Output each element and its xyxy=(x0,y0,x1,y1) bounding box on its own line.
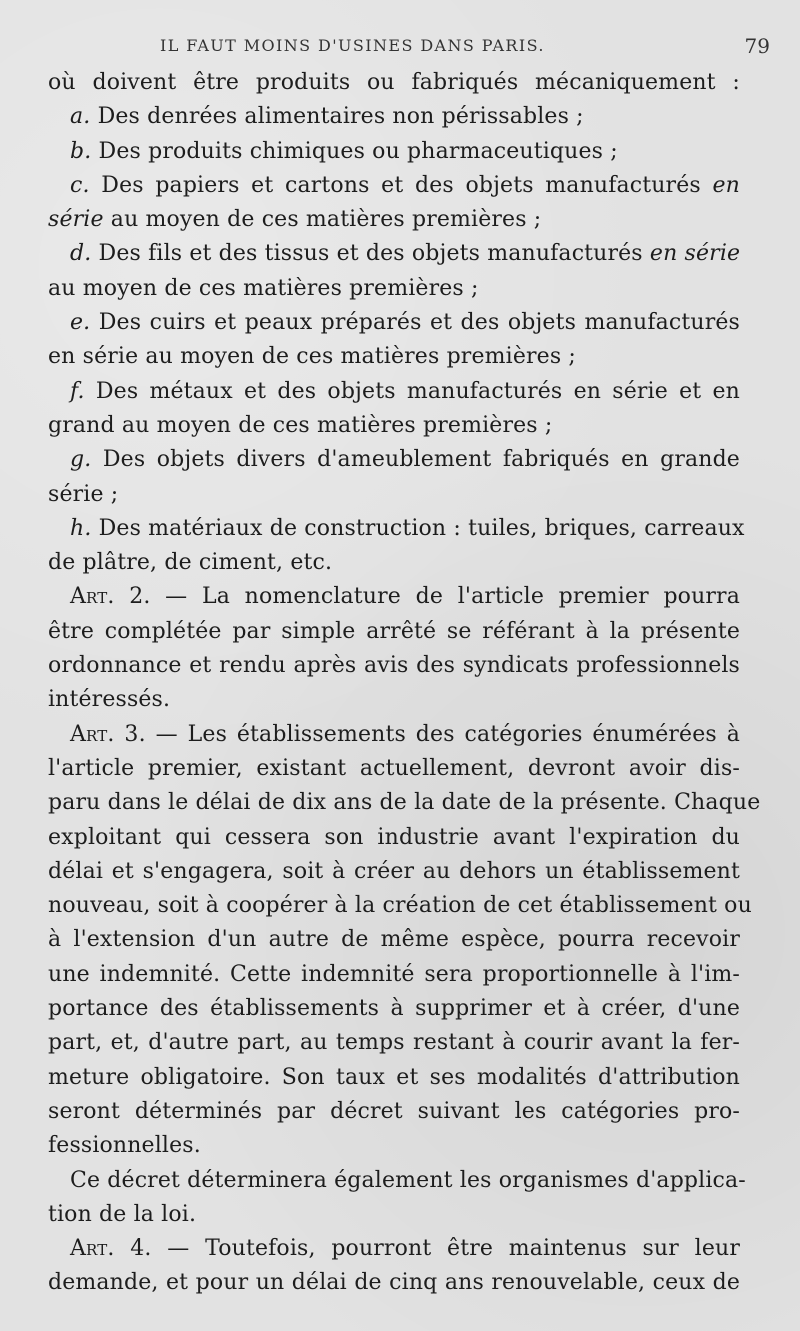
list-label: a. xyxy=(70,104,91,130)
list-item-f xyxy=(48,375,740,409)
text-line: série ; xyxy=(48,481,119,507)
list-text: Des produits chimiques ou pharmaceutiques ; xyxy=(98,138,618,164)
list-item-b xyxy=(48,135,740,169)
list-text: Des cuirs et peaux préparés et des objets manufacturés xyxy=(98,310,740,336)
text-line: exploitant qui cessera son industrie avant l'expiration du xyxy=(48,824,740,850)
text-line: nouveau, soit à coopérer à la création de cet établissement ou xyxy=(48,893,752,919)
text-line: en série au moyen de ces matières premières ; xyxy=(48,344,576,370)
article-3-heading xyxy=(48,718,740,752)
text-line: demande, et pour un délai de cinq ans renouvelable, ceux de xyxy=(48,1270,740,1296)
list-item-a xyxy=(48,100,740,134)
list-item-e xyxy=(48,306,740,340)
text-line: part, et, d'autre part, au temps restant à courir avant la fer- xyxy=(48,1030,740,1056)
text-line: être complétée par simple arrêté se référant à la présente xyxy=(48,618,740,644)
article-2-heading xyxy=(48,580,740,614)
text-line: intéressés. xyxy=(48,687,171,713)
text-line: ordonnance et rendu après avis des syndicats professionnels xyxy=(48,653,740,679)
text-line: au moyen de ces matières premières ; xyxy=(48,275,479,301)
article-4-heading xyxy=(48,1232,740,1266)
text-line xyxy=(48,203,740,237)
article-text: 4. — Toutefois, pourront être maintenus sur leur xyxy=(130,1236,740,1262)
text-line: tion de la loi. xyxy=(48,1201,197,1227)
list-label: f. xyxy=(70,378,85,404)
text-line: de plâtre, de ciment, etc. xyxy=(48,550,333,576)
list-label: h. xyxy=(70,515,92,541)
article-text: 3. — Les établissements des catégories énumérées à xyxy=(124,721,740,747)
text-line: une indemnité. Cette indemnité sera proportionnelle à l'im- xyxy=(48,961,740,987)
list-text: Des matériaux de construction : tuiles, briques, carreaux xyxy=(98,515,745,541)
italic-text: en xyxy=(712,172,740,198)
list-item-d xyxy=(48,237,740,271)
running-head-title: IL FAUT MOINS D'USINES DANS PARIS. xyxy=(160,36,545,55)
text-line: grand au moyen de ces matières premières ; xyxy=(48,412,553,438)
article-label: Art. xyxy=(70,1236,115,1262)
body-text xyxy=(48,66,761,1301)
text-line: Ce décret déterminera également les organismes d'applica- xyxy=(70,1167,746,1193)
list-label: g. xyxy=(70,447,92,473)
list-label: c. xyxy=(70,172,90,198)
article-text: 2. — La nomenclature de l'article premier pourra xyxy=(129,584,740,610)
text-line: où doivent être produits ou fabriqués mécaniquement : xyxy=(48,70,740,95)
list-text: Des denrées alimentaires non périssables ; xyxy=(97,104,584,130)
list-text: Des métaux et des objets manufacturés en série et en xyxy=(95,378,740,404)
running-head xyxy=(48,34,770,66)
italic-text: en série xyxy=(649,241,741,267)
text-line: l'article premier, existant actuellement, devront avoir dis- xyxy=(48,755,740,781)
page-number: 79 xyxy=(744,34,770,58)
list-label: e. xyxy=(70,310,91,336)
list-item-h xyxy=(48,512,745,546)
list-text: au moyen de ces matières premières ; xyxy=(110,207,542,233)
list-text: Des papiers et cartons et des objets manufacturés xyxy=(101,172,701,198)
text-line: délai et s'engagera, soit à créer au dehors un établissement xyxy=(48,858,740,884)
italic-text: série xyxy=(48,207,104,233)
list-item-g xyxy=(48,443,740,477)
text-line: portance des établissements à supprimer et à créer, d'une xyxy=(48,996,740,1022)
text-line: à l'extension d'un autre de même espèce, pourra recevoir xyxy=(48,927,740,953)
text-line: meture obligatoire. Son taux et ses modalités d'attribution xyxy=(48,1064,740,1090)
text-line: fessionnelles. xyxy=(48,1133,201,1159)
article-label: Art. xyxy=(70,721,115,747)
article-label: Art. xyxy=(70,584,115,610)
text-line: seront déterminés par décret suivant les catégories pro- xyxy=(48,1098,740,1124)
list-label: b. xyxy=(70,138,92,164)
list-item-c xyxy=(48,169,740,203)
list-label: d. xyxy=(70,241,92,267)
list-text: Des fils et des tissus et des objets manufacturés xyxy=(98,241,643,267)
text-line: paru dans le délai de dix ans de la date de la présente. Chaque xyxy=(48,790,761,816)
list-text: Des objets divers d'ameublement fabriqués en grande xyxy=(102,447,740,473)
